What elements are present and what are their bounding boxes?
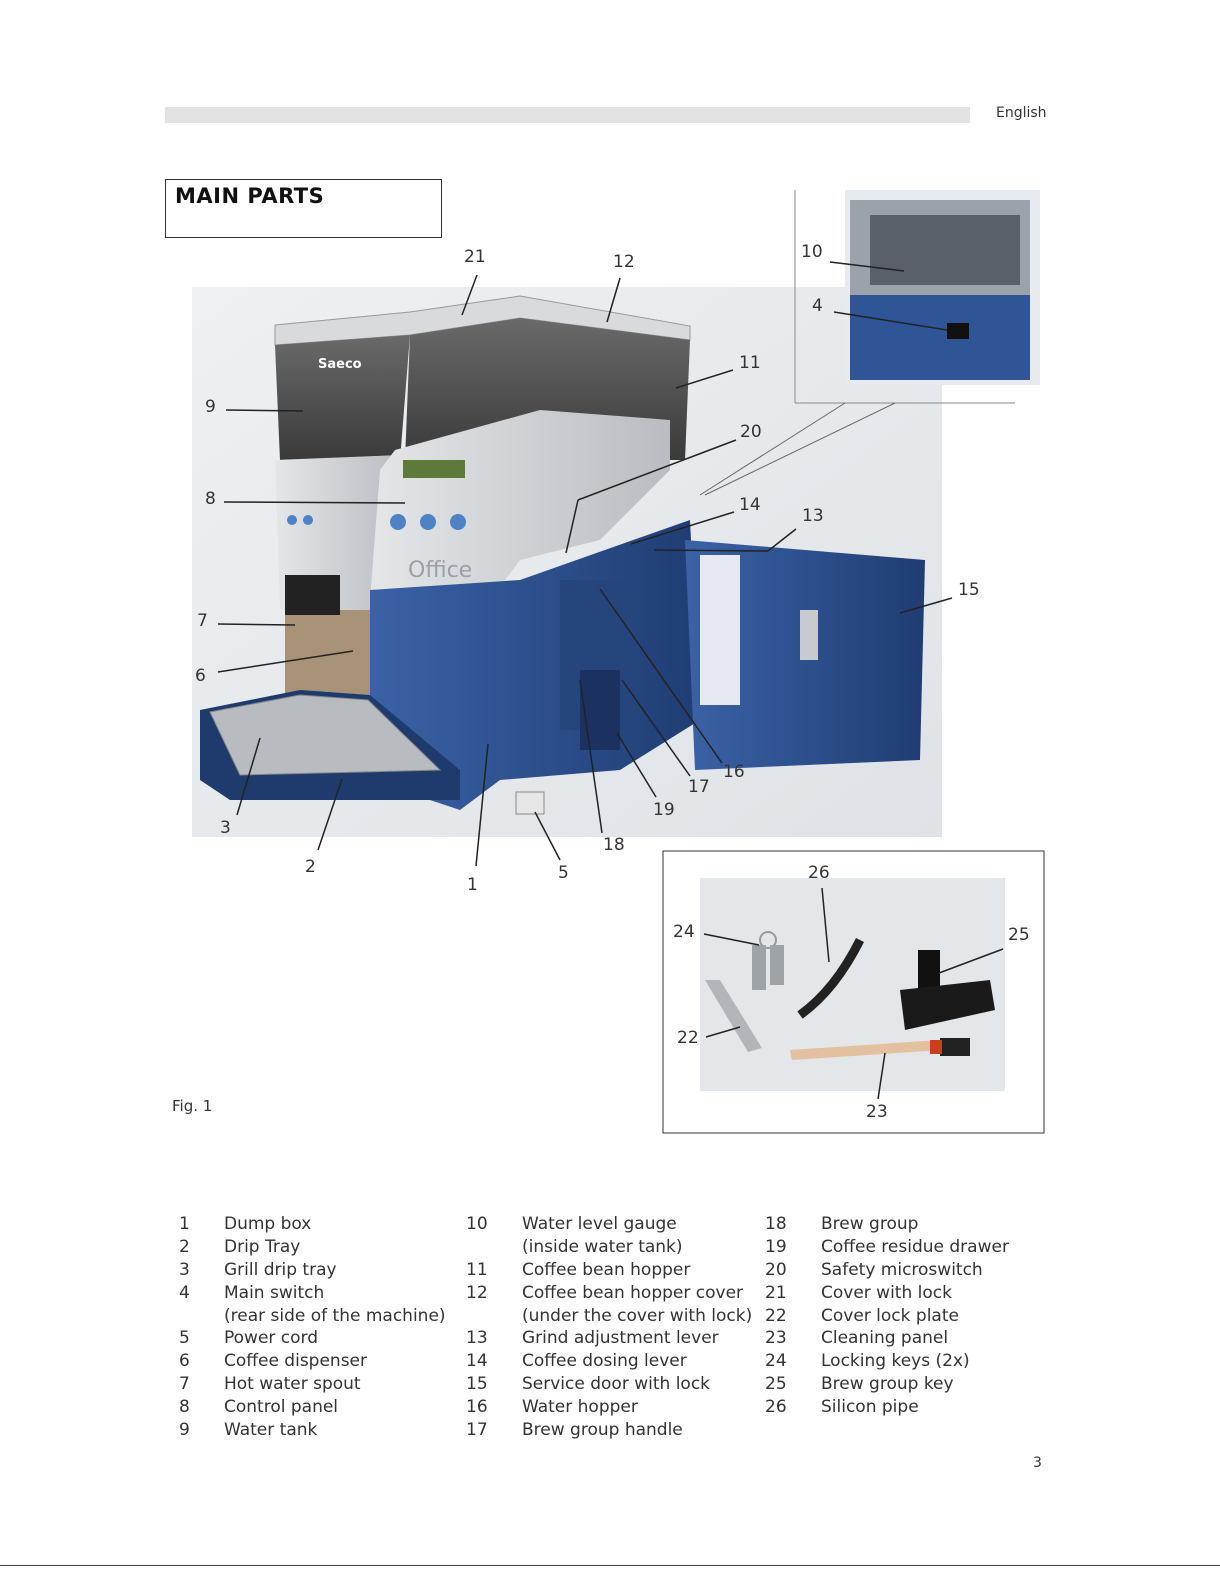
list-item: 1 Dump box [179, 1214, 312, 1234]
callout-17: 17 [688, 777, 710, 797]
list-item: 20 Safety microswitch [765, 1259, 983, 1280]
callout-4: 4 [812, 296, 823, 316]
list-item: 23 Cleaning panel [765, 1328, 949, 1349]
page-number: 3 [1033, 1455, 1042, 1471]
parts-list-col3 [765, 1213, 1025, 1419]
list-item: 17 Brew group handle [466, 1420, 683, 1441]
list-item: (under the cover with lock) [522, 1305, 753, 1326]
callout-24: 24 [673, 922, 695, 942]
parts-list-col2 [466, 1213, 756, 1442]
list-item: 6 Coffee dispenser [179, 1351, 368, 1372]
list-item: 2 Drip Tray [179, 1236, 301, 1257]
list-item: 11 Coffee bean hopper [466, 1259, 691, 1280]
page-bottom-rule [0, 1565, 1220, 1566]
callout-13: 13 [802, 506, 824, 526]
callout-20: 20 [740, 422, 762, 442]
callout-12: 12 [613, 252, 635, 272]
figure-caption: Fig. 1 [172, 1097, 213, 1115]
callout-8: 8 [205, 489, 216, 509]
list-item: (inside water tank) [522, 1236, 683, 1257]
model-label: Office [408, 558, 473, 583]
callout-25: 25 [1008, 925, 1030, 945]
section-title: MAIN PARTS [175, 184, 325, 208]
list-item: 5 Power cord [179, 1328, 319, 1349]
display-screen [403, 460, 465, 478]
list-item: 3 Grill drip tray [179, 1259, 337, 1280]
list-item: 25 Brew group key [765, 1374, 954, 1395]
list-item: 21 Cover with lock [765, 1282, 952, 1303]
language-label: English [996, 105, 1047, 121]
list-item: 7 Hot water spout [179, 1374, 361, 1395]
list-item: 4 Main switch [179, 1282, 325, 1303]
callout-1: 1 [467, 875, 478, 895]
callout-16: 16 [723, 762, 745, 782]
list-item: 9 Water tank [179, 1420, 318, 1441]
list-item: 12 Coffee bean hopper cover [466, 1282, 744, 1303]
callout-6: 6 [195, 666, 206, 686]
parts-list-col1 [179, 1213, 449, 1442]
list-item: 24 Locking keys (2x) [765, 1351, 970, 1372]
accessories-inset [663, 851, 1044, 1133]
list-item: 16 Water hopper [466, 1397, 638, 1418]
list-item: (rear side of the machine) [224, 1305, 446, 1326]
callout-10: 10 [801, 242, 823, 262]
callout-15: 15 [958, 580, 980, 600]
callout-14: 14 [739, 495, 761, 515]
list-item: 18 Brew group [765, 1214, 919, 1234]
callout-5: 5 [558, 863, 569, 883]
list-item: 15 Service door with lock [466, 1374, 711, 1395]
list-item: 22 Cover lock plate [765, 1305, 959, 1326]
callout-9: 9 [205, 397, 216, 417]
callout-23: 23 [866, 1102, 888, 1122]
callout-18: 18 [603, 835, 625, 855]
list-item: 14 Coffee dosing lever [466, 1351, 687, 1372]
callout-11: 11 [739, 353, 761, 373]
callout-7: 7 [197, 611, 208, 631]
callout-21: 21 [464, 247, 486, 267]
brand-logo: Saeco [318, 357, 362, 372]
callout-22: 22 [677, 1028, 699, 1048]
list-item: 19 Coffee residue drawer [765, 1236, 1009, 1257]
callout-2: 2 [305, 857, 316, 877]
callout-19: 19 [653, 800, 675, 820]
callout-26: 26 [808, 863, 830, 883]
list-item: 8 Control panel [179, 1397, 339, 1418]
list-item: 10 Water level gauge [466, 1214, 677, 1234]
list-item: 13 Grind adjustment lever [466, 1328, 719, 1349]
list-item: 26 Silicon pipe [765, 1397, 919, 1418]
callout-3: 3 [220, 818, 231, 838]
